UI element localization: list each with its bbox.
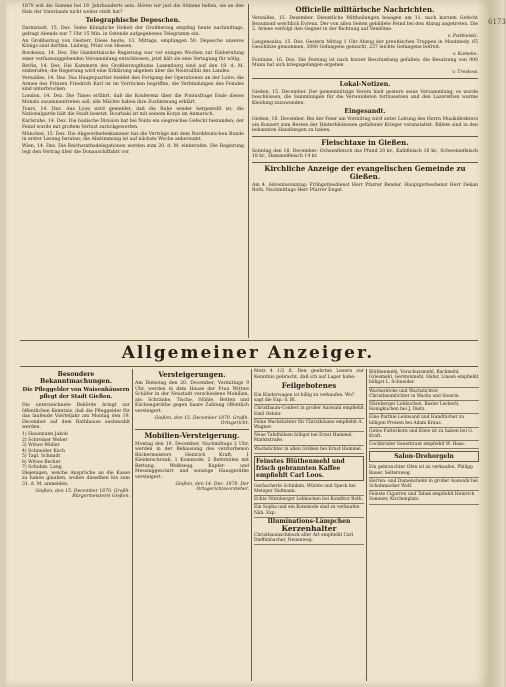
military-item: Langensalza, 15. Dez. Gestern Mittag 1 Uhr Abzug der preußischen Truppen in Montmedy. 65 Geschütze genommen, 3000 Gefangene gemacht, 237 leichte Gefangene befreit. xyxy=(252,39,478,50)
section-divider xyxy=(252,162,478,163)
notice-text: Diejenigen, welche Ansprüche an die Kasse zu haben glauben, wollen dieselben bis zum 31. d. M. anmelden. xyxy=(22,470,130,487)
eingesandt-text: Gießen, 16. December. Bei der Feier am Vormittag wird unter Leitung des Herrn Musikdirektors ein Konzert zum Besten der Hinterbliebenen gefallener Krieger veranstaltet. Billete sind in den bekannten Handlungen zu haben. xyxy=(252,117,478,133)
page-number: 6173 xyxy=(488,18,506,26)
mobilien-heading: Mobilien-Versteigerung. xyxy=(144,430,240,440)
ad-item: Herren- und Damenstiefel in großer Auswahl bei Schuhmacher Wolf. xyxy=(369,478,479,491)
section-divider xyxy=(252,78,478,79)
telegraph-item: Tours, 14. Dez. Aus Lyon wird gemeldet, daß die Ruhe wieder hergestellt ist; die Nationalgarde hält die Stadt besetzt. Bourbaki ist mit seinem Korps im Anmarsch. xyxy=(22,106,244,117)
list-item: 5) Tagl. Schmidt xyxy=(22,454,61,459)
ad-column-3 xyxy=(254,369,364,681)
ad-highlight: Feinstes Blüthenmehl und frisch gebrannten Kaffee empfiehlt Carl Loos. xyxy=(254,456,364,481)
telegraph-item: Versailles, 14. Dez. Das Hauptquartier meldet den Fortgang der Operationen an der Loire; die Armee des Prinzen Friedrich Karl ist im Vorrücken begriffen, die Verbindungen des Feindes sind unterbrochen. xyxy=(22,76,244,92)
ad-item: Neue Tafelhülsen billigst bei Ernst Hammel, Marktstraße. xyxy=(254,432,364,445)
ad-item: Ein gebrauchter Ofen ist zu verkaufen. Philipp Bauer, Seltersweg. xyxy=(369,464,479,477)
column-divider xyxy=(132,369,133,681)
lokal-heading: Lokal-Notizen. xyxy=(339,80,391,88)
signature: Gießen, den 15. December 1870. Großh. Ortsgericht. xyxy=(154,415,249,426)
list-item: 7) Schuhm. Lang xyxy=(22,465,62,470)
fleischtaxe-heading: Fleischtaxe in Gießen. xyxy=(321,137,409,147)
signature: Gießen, den 15. December 1870. Großh. Bürgermeisterei Gießen. xyxy=(35,488,130,499)
ad-item: Wachsstöcke und Wachslichter, Christbaumlichter in Wachs und Stearin. xyxy=(369,388,479,401)
ad-item: Wachslichter in allen Größen bei Ernst Hammel. xyxy=(254,446,364,454)
bekanntmachungen-heading: Besondere Bekanntmachungen. xyxy=(39,371,113,385)
banner-title: Allgemeiner Anzeiger. xyxy=(121,343,375,363)
signature: v. Treskow. xyxy=(452,70,478,75)
ad-item: Cochbruder Sauerkraut empfiehlt W. Haas. xyxy=(369,441,479,449)
ad-column-2 xyxy=(135,369,249,681)
list-item: 4) Schneider Koch xyxy=(22,448,65,454)
list-item: 2) Schreiner Weber xyxy=(22,437,68,443)
signature: Gießen, den 14. Dec. 1870. Der Ortsgerichtsvorsteher. xyxy=(175,481,249,492)
auction-text: Montag den 19. December, Nachmittags 2 Uhr, werden in der Behausung des verstorbenen Bäckermeisters Heinrich Kraft: 1 Kleiderschrank, 1 Kommode, 2 Bettstellen mit Bettung, Weißzeug, Kupfer- und Messinggeschirr und sonstige Hausgeräthe versteigert. xyxy=(135,441,249,480)
list-item: 3) Witwe Müller xyxy=(22,443,60,448)
telegraph-item: Berlin, 14. Dez. Die Kammern des Großherzogthums Luxemburg sind auf den 19. d. M. einberufen; die Regierung wird eine Erklärung abgeben über die Neutralität des Landes. xyxy=(22,63,244,74)
notice-text: Die unterzeichnete Behörde bringt zur öffentlichen Kenntnis, daß die Pfleggelder für das laufende Vierteljahr am Montag den 19. December auf dem Rathhause ausbezahlt werden. xyxy=(22,403,130,430)
telegraph-item: London, 14. Dez. Die Times erfährt, daß die Konferenz über die Pontusfrage Ende dieses Monats zusammentreten soll; alle Mächte haben ihre Zustimmung erklärt. xyxy=(22,94,244,105)
ad-item: Feinste Cigarren und Tabak empfiehlt Heinrich Sommer, Kirchenplatz. xyxy=(369,491,479,504)
ad-item: Geräucherte Schinken, Würste und Speck bei Metzger Hofmann. xyxy=(254,483,364,496)
eingesandt-heading: Eingesandt. xyxy=(344,108,386,115)
military-heading: Officielle militärische Nachrichten. xyxy=(295,5,435,14)
auction-text: Am Dienstag den 20. December, Vormittags 9 Uhr, werden in dem Hause der Frau Wittwe Schäfer in der Neustadt verschiedene Mobilien, als: Schränke, Tische, Stühle, Betten und Küchengeräthe gegen baare Zahlung öffentlich versteigert. xyxy=(135,381,249,414)
section-divider xyxy=(252,136,478,137)
name-list xyxy=(22,432,130,471)
kerzenhalter-heading: Kerzenhalter xyxy=(281,523,337,533)
list-item: 1) Hausmann Jakob xyxy=(22,432,68,437)
telegraph-heading: Telegraphische Depeschen. xyxy=(85,17,181,24)
signature: v. Kameke. xyxy=(452,52,478,57)
telegraph-item: An Großherzog von Oesterr. Diese heute, 13. Mittags, empfangen 50. Depesche unseres Königs sind dorthin. Ludwig, Prinz von Hessen. xyxy=(22,38,244,49)
ad-item: Echte Nürnberger Lebkuchen bei Konditor Roth. xyxy=(254,496,364,504)
column-divider xyxy=(251,369,252,681)
page-edge xyxy=(490,0,504,687)
versteigerungen-heading: Versteigerungen. xyxy=(158,370,226,379)
salon-heading: Salon-Drehorgeln xyxy=(369,451,479,462)
news-column-right xyxy=(252,4,478,339)
ad-column-4 xyxy=(369,369,479,681)
ad-column-1 xyxy=(22,369,130,681)
ad-item: Gutes Futterkorn und Kleie ist zu haben bei G. Kraft. xyxy=(369,428,479,441)
fleischtaxe-text: Sonntag den 18. December: Ochsenfleisch das Pfund 20 kr., Kalbfleisch 16 kr., Schweinefleisch 18 kr., Hammelfleisch 14 kr. xyxy=(252,148,478,159)
intro-text: 1870 wiß die Summe bei 19. Jahrhunderts sein. Hören wir jezt die Stimme hellen, sie an den Hals der Vaterlands nicht weiter stellt hat? xyxy=(22,4,244,15)
telegraph-item: München, 15. Dez. Die Abgeordnetenkammer hat die Verträge mit dem Norddeutschen Bunde in erster Lesung beraten; die Abstimmung ist auf nächste Woche anberaumt. xyxy=(22,131,244,142)
lokal-text: Gießen, 15. December. Der gemeinnützige Verein hielt gestern seine Versammlung; es wurde beschlossen, die Sammlungen für die Verwundeten fortzusetzen und den Lazarethen warme Kleidung zuzuwenden. xyxy=(252,89,478,106)
signature: v. Podbielski. xyxy=(447,34,478,39)
kirche-text: Am 4. Adventssonntag: Frühgottesdienst Herr Pfarrer Bender. Hauptgottesdienst Herr Dekan Roth. Nachmittags Herr Pfarrer Engel. xyxy=(252,182,478,193)
section-divider xyxy=(135,429,249,430)
ad-item: Nürnberger Lebkuchen, Basler Leckerli, Honigkuchen bei J. Dietz. xyxy=(369,401,479,414)
kirche-heading: Kirchliche Anzeige der evangelischen Gemeinde zu Gießen. xyxy=(264,163,466,181)
banner-rule-top xyxy=(20,340,478,341)
illumination-heading: Illuminations-Lämpchen xyxy=(267,517,351,525)
column-divider xyxy=(248,4,249,338)
ad-item: Ein Sopha und ein Kommode sind zu verkaufen. Näh. Exp. xyxy=(254,504,364,517)
banner-rule-bottom xyxy=(20,366,478,367)
ad-item: Blüthenmehl, Vorschussmehl, Backmehl, Griesmehl, Gerstenmehl, Hafer, Linsen empfiehlt billigst L. Schneider. xyxy=(369,369,479,388)
pfleggelder-heading: Die Pfleggelder von Waisenhäusern pflegt der Stadt Gießen. xyxy=(22,387,130,400)
news-column-left xyxy=(22,4,244,339)
ad-item: Christbaum-Confect in großer Auswahl empfiehlt Emil Oehler. xyxy=(254,405,364,418)
telegraph-item: Karlsruhe, 14. Dez. Die badische Division hat bei Nuits ein siegreiches Gefecht bestanden; der Feind wurde mit großem Verlust zurückgeworfen. xyxy=(22,119,244,130)
telegraph-item: Wien, 14. Dez. Die Reichsrathsdelegationen werden zum 20. d. M. einberufen. Die Regierung legt den Vertrag über die Donauschiffahrt vor. xyxy=(22,144,244,155)
ad-text: Metz 4 1/2 fl. Den geehrten Lesern zur Kenntnis gebracht, daß ich auf Lager habe: xyxy=(254,369,364,380)
column-divider xyxy=(366,369,367,681)
ad-item: Christbaumschmuck aller Art empfiehlt Carl Dieffenbacher, Neuenweg. xyxy=(254,532,364,545)
ad-item: Eine Parthie Leinwand und Handtücher zu billigen Preisen bei Adam Kraus. xyxy=(369,414,479,427)
telegraph-item: Darmstadt, 15. Dez. Seine Königliche Hoheit der Großherzog empfing heute nachmittags, gefragt Abends nur 7 Uhr 15 Min. in Ostende aufgegebenes Telegramm ein. xyxy=(22,26,244,37)
ad-item: Feine Wachslichter für Christbäume empfiehlt A. Wagner. xyxy=(254,419,364,432)
military-item: Fontaine, 16. Dez. Die Festung ist nach kurzer Beschießung gefallen; die Besatzung von 900 Mann hat sich kriegsgefangen ergeben. xyxy=(252,57,478,68)
telegraph-item: Bordeaux, 14. Dez. Die Gambettaische Regierung war vor einigen Wochen zur Einberufung einer verfassunggebenden Versammlung entschlossen, jetzt hält sie eine Vertagung für nötig. xyxy=(22,51,244,62)
ad-item: Ein Kinderwagen ist billig zu verkaufen. Wo? sagt die Exp. d. Bl. xyxy=(254,392,364,405)
list-item: 6) Witwe Becker xyxy=(22,459,61,465)
feilgebotenes-heading: Feilgebotenes xyxy=(281,381,337,390)
military-item: Versailles, 15. Dezember. Dienstliche Mittheilungen besagen am 11. nach kurzem Gefecht Beaumont weichlich Evreux. Der von allen Seiten gebildete Feind bei den Abzug angetreten. Die 2. Armee verfolgt den Gegner in der Richtung auf Vendôme. xyxy=(252,16,478,32)
